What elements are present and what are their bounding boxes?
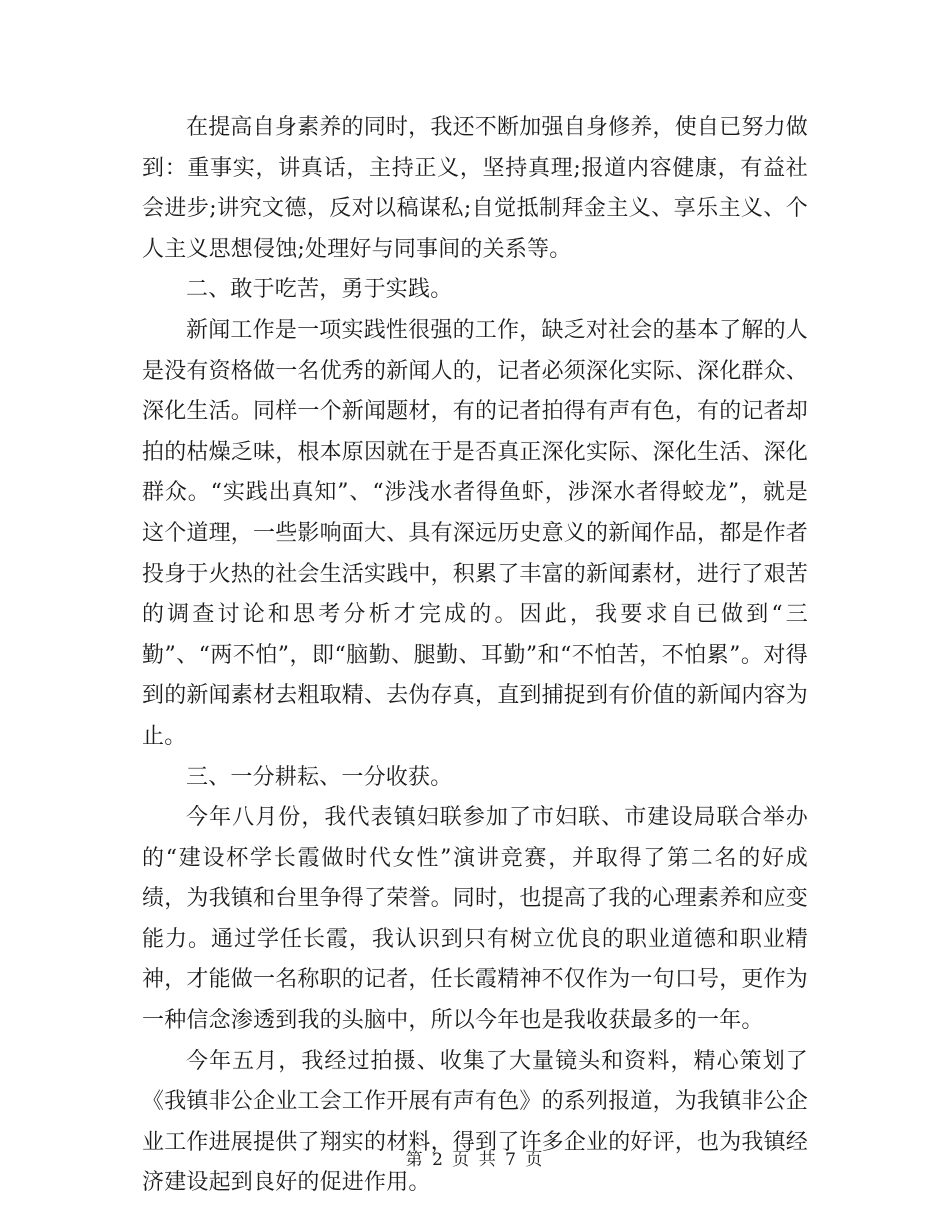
section-heading-3: 三、一分耕耘、一分收获。 xyxy=(186,764,453,790)
footer-middle: 页 共 xyxy=(452,1150,498,1170)
footer-current-page: 2 xyxy=(432,1150,445,1170)
document-body xyxy=(142,108,808,1204)
footer-prefix: 第 xyxy=(405,1150,425,1170)
footer-total-pages: 7 xyxy=(505,1150,518,1170)
paragraph-series-report: 今年五月，我经过拍摄、收集了大量镜头和资料，精心策划了《我镇非公企业工会工作开展有声有色》的系列报道，为我镇非公企业工作进展提供了翔实的材料，得到了许多企业的好评，也为我镇经济建设起到良好的促进作用。 xyxy=(142,1048,809,1196)
paragraph-practice: 新闻工作是一项实践性很强的工作，缺乏对社会的基本了解的人是没有资格做一名优秀的新闻人的，记者必须深化实际、深化群众、深化生活。同样一个新闻题材，有的记者拍得有声有色，有的记者却拍的枯燥乏味，根本原因就在于是否真正深化实际、深化生活、深化群众。“实践出真知”、“涉浅水者得鱼虾，涉深水者得蛟龙”，就是这个道理，一些影响面大、具有深远历史意义的新闻作品，都是作者投身于火热的社会生活实践中，积累了丰富的新闻素材，进行了艰苦的调查讨论和思考分析才完成的。因此，我要求自已做到“三勤”、“两不怕”，即“脑勤、腿勤、耳勤”和“不怕苦，不怕累”。对得到的新闻素材去粗取精、去伪存真，直到捕捉到有价值的新闻内容为止。 xyxy=(142,317,809,749)
page-footer xyxy=(0,1148,950,1172)
paragraph-speech-contest: 今年八月份，我代表镇妇联参加了市妇联、市建设局联合举办的“建设杯学长霞做时代女性”演讲竞赛，并取得了第二名的好成绩，为我镇和台里争得了荣誉。同时，也提高了我的心理素养和应变能力。通过学任长霞，我认识到只有树立优良的职业道德和职业精神，才能做一名称职的记者，任长霞精神不仅作为一句口号，更作为一种信念渗透到我的头脑中，所以今年也是我收获最多的一年。 xyxy=(142,805,809,1034)
paragraph-self-cultivation: 在提高自身素养的同时，我还不断加强自身修养，使自已努力做到：重事实，讲真话，主持正义，坚持真理;报道内容健康，有益社会进步;讲究文德，反对以稿谋私;自觉抵制拜金主义、享乐主义、个人主义思想侵蚀;处理好与同事间的关系等。 xyxy=(142,115,808,262)
footer-suffix: 页 xyxy=(525,1150,545,1170)
section-heading-2: 二、敢于吃苦，勇于实践。 xyxy=(186,277,453,303)
